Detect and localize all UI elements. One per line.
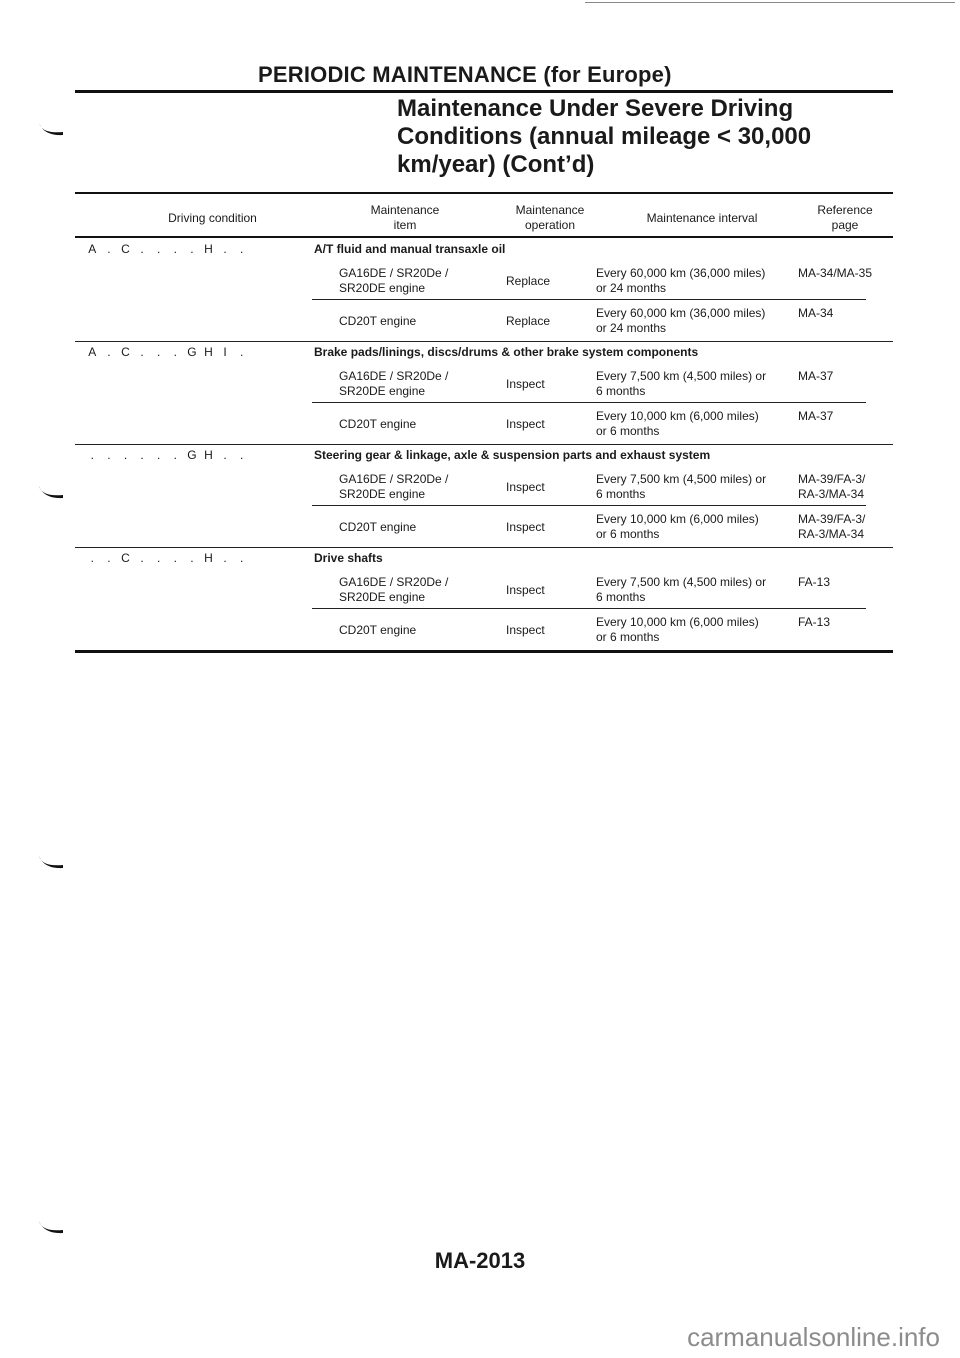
condition-code: . <box>157 345 161 359</box>
condition-code: . <box>157 551 161 565</box>
maintenance-item: Steering gear & linkage, axle & suspension parts and exhaust system <box>314 448 711 462</box>
header-maintenance-operation <box>475 203 625 233</box>
maintenance-interval: 6 months <box>596 590 646 604</box>
condition-code: . <box>107 345 111 359</box>
maintenance-interval: Every 10,000 km (6,000 miles) <box>596 615 759 629</box>
condition-code: . <box>190 551 194 565</box>
watermark: carmanualsonline.info <box>687 1322 940 1352</box>
maintenance-item: Drive shafts <box>314 551 383 565</box>
maintenance-interval: Every 10,000 km (6,000 miles) <box>596 409 759 423</box>
condition-code: . <box>173 551 177 565</box>
driving-condition-codes <box>84 242 250 257</box>
engine-type: CD20T engine <box>339 314 417 328</box>
condition-code: . <box>90 551 94 565</box>
condition-code: . <box>107 242 111 256</box>
maintenance-interval: Every 7,500 km (4,500 miles) or <box>596 369 767 383</box>
driving-condition-codes <box>84 345 250 360</box>
maintenance-interval: Every 60,000 km (36,000 miles) <box>596 266 766 280</box>
condition-code: . <box>173 242 177 256</box>
reference-page: MA-34/MA-35 <box>798 266 873 280</box>
maintenance-operation: Inspect <box>506 583 545 597</box>
group-divider <box>75 444 893 445</box>
group-divider <box>75 341 893 342</box>
row-divider <box>312 608 866 609</box>
page-heading-line: Conditions (annual mileage < 30,000 <box>397 123 812 150</box>
driving-condition-codes <box>84 448 250 463</box>
maintenance-item: Brake pads/linings, discs/drums & other brake system components <box>314 345 699 359</box>
condition-code: . <box>90 448 94 462</box>
reference-page: MA-34 <box>798 306 834 320</box>
maintenance-interval: 6 months <box>596 487 646 501</box>
engine-type: SR20DE engine <box>339 487 426 501</box>
header-line: Reference <box>817 203 873 217</box>
condition-code: . <box>223 551 227 565</box>
condition-code: C <box>121 242 130 256</box>
header-reference-page <box>795 203 895 233</box>
engine-type: GA16DE / SR20De / <box>339 575 449 589</box>
driving-condition-codes <box>84 551 250 566</box>
header-line: page <box>831 218 859 232</box>
maintenance-operation: Inspect <box>506 377 545 391</box>
maintenance-interval: or 6 months <box>596 630 660 644</box>
maintenance-operation: Inspect <box>506 520 545 534</box>
header-line: item <box>393 218 417 232</box>
header-line: Maintenance <box>515 203 585 217</box>
condition-code: . <box>223 242 227 256</box>
maintenance-interval: or 24 months <box>596 281 667 295</box>
maintenance-operation: Replace <box>506 274 551 288</box>
engine-type: CD20T engine <box>339 520 417 534</box>
margin-mark-icon <box>38 485 64 499</box>
condition-code: . <box>239 242 244 256</box>
header-line: operation <box>524 218 576 232</box>
reference-page: RA-3/MA-34 <box>798 487 865 501</box>
maintenance-interval: Every 7,500 km (4,500 miles) or <box>596 575 767 589</box>
condition-code: C <box>121 551 130 565</box>
header-bottom-rule <box>75 236 893 238</box>
page-heading-line: Maintenance Under Severe Driving <box>397 95 794 122</box>
engine-type: SR20DE engine <box>339 281 426 295</box>
maintenance-interval: or 6 months <box>596 424 660 438</box>
maintenance-interval: Every 7,500 km (4,500 miles) or <box>596 472 767 486</box>
reference-page: FA-13 <box>798 575 831 589</box>
condition-code: . <box>173 448 177 462</box>
row-divider <box>312 299 866 300</box>
reference-page: MA-37 <box>798 409 834 423</box>
page-heading-line: km/year) (Cont’d) <box>397 151 595 178</box>
condition-code: I <box>223 345 227 359</box>
section-title: PERIODIC MAINTENANCE (for Europe) <box>258 62 672 87</box>
condition-code: C <box>121 345 130 359</box>
maintenance-operation: Inspect <box>506 623 545 637</box>
reference-page: MA-37 <box>798 369 834 383</box>
condition-code: . <box>140 551 144 565</box>
page-number: MA-2013 <box>434 1248 526 1273</box>
maintenance-interval: 6 months <box>596 384 646 398</box>
maintenance-operation: Inspect <box>506 417 545 431</box>
table-bottom-rule <box>75 650 893 653</box>
maintenance-interval: Every 60,000 km (36,000 miles) <box>596 306 766 320</box>
condition-code: A <box>88 242 97 256</box>
header-maintenance-interval: Maintenance interval <box>646 211 758 225</box>
condition-code: H <box>204 448 213 462</box>
maintenance-interval: or 6 months <box>596 527 660 541</box>
condition-code: H <box>204 345 213 359</box>
top-edge-rule <box>585 2 955 3</box>
reference-page: FA-13 <box>798 615 831 629</box>
margin-mark-icon <box>38 122 64 136</box>
condition-code: H <box>204 242 213 256</box>
title-rule <box>75 90 893 93</box>
condition-code: G <box>187 448 197 462</box>
condition-code: . <box>157 448 161 462</box>
condition-code: . <box>157 242 161 256</box>
reference-page: MA-39/FA-3/ <box>798 472 866 486</box>
reference-page: RA-3/MA-34 <box>798 527 865 541</box>
engine-type: CD20T engine <box>339 417 417 431</box>
condition-code: A <box>88 345 97 359</box>
table-top-rule <box>75 192 893 194</box>
condition-code: . <box>123 448 128 462</box>
condition-code: . <box>239 551 244 565</box>
header-maintenance-item <box>330 203 480 233</box>
margin-mark-icon <box>38 1220 64 1234</box>
page-heading <box>397 95 897 179</box>
condition-code: . <box>140 345 144 359</box>
condition-code: . <box>173 345 177 359</box>
row-divider <box>312 402 866 403</box>
engine-type: GA16DE / SR20De / <box>339 266 449 280</box>
margin-mark-icon <box>38 855 64 869</box>
maintenance-item: A/T fluid and manual transaxle oil <box>314 242 506 256</box>
condition-code: . <box>107 551 111 565</box>
header-line: Maintenance <box>370 203 440 217</box>
reference-page: MA-39/FA-3/ <box>798 512 866 526</box>
condition-code: . <box>190 242 194 256</box>
engine-type: GA16DE / SR20De / <box>339 369 449 383</box>
engine-type: SR20DE engine <box>339 590 426 604</box>
engine-type: SR20DE engine <box>339 384 426 398</box>
condition-code: . <box>239 448 244 462</box>
engine-type: GA16DE / SR20De / <box>339 472 449 486</box>
maintenance-operation: Inspect <box>506 480 545 494</box>
maintenance-interval: Every 10,000 km (6,000 miles) <box>596 512 759 526</box>
engine-type: CD20T engine <box>339 623 417 637</box>
condition-code: . <box>239 345 244 359</box>
maintenance-interval: or 24 months <box>596 321 667 335</box>
condition-code: . <box>140 448 144 462</box>
condition-code: . <box>140 242 144 256</box>
group-divider <box>75 547 893 548</box>
condition-code: . <box>107 448 111 462</box>
header-driving-condition: Driving condition <box>168 211 257 225</box>
condition-code: . <box>223 448 227 462</box>
row-divider <box>312 505 866 506</box>
condition-code: G <box>187 345 197 359</box>
maintenance-operation: Replace <box>506 314 551 328</box>
condition-code: H <box>204 551 213 565</box>
